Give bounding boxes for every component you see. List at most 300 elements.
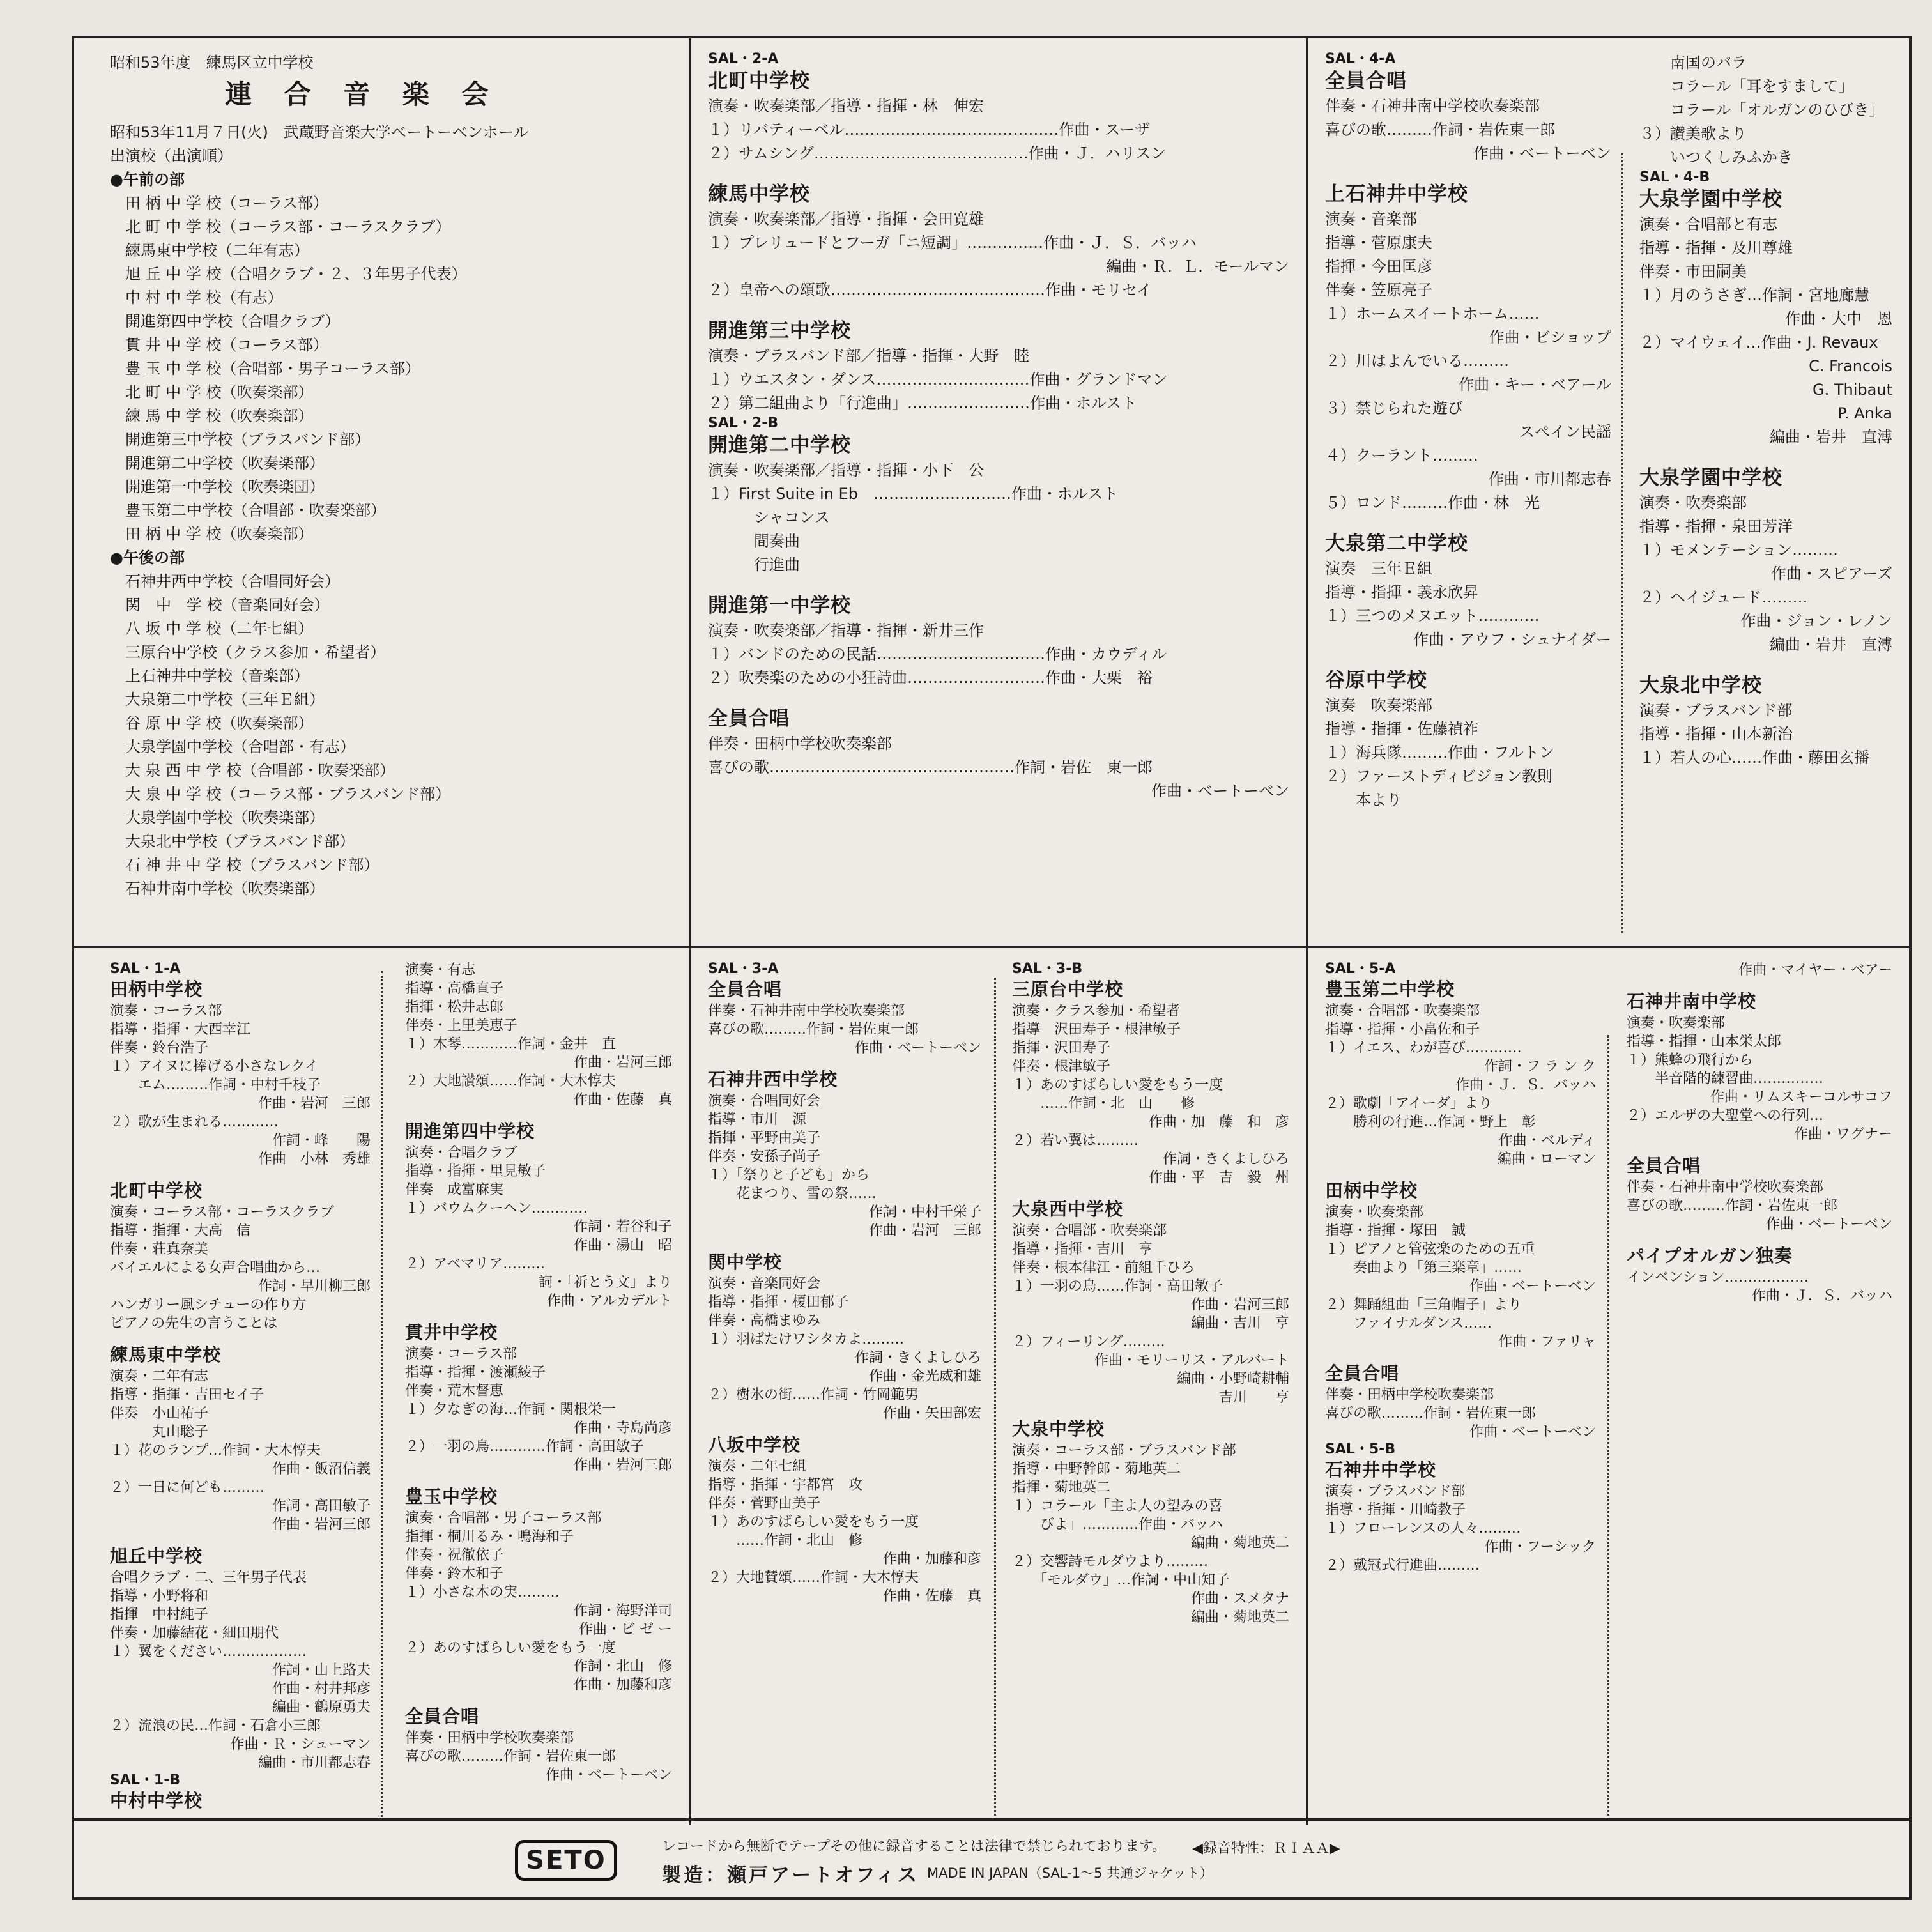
- panel-sal2: [691, 38, 1306, 946]
- credit-line: 編曲・岩井 直溥: [1770, 636, 1892, 654]
- text-line: 貫 井 中 学 校（コーラス部）: [110, 336, 328, 354]
- panel-sal4a: [1308, 38, 1628, 946]
- text-line: １）小さな木の実………: [405, 1584, 560, 1600]
- text-line: 演奏・コーラス部・コーラスクラブ: [110, 1204, 334, 1220]
- school-heading: 全員合唱: [708, 707, 790, 730]
- school-heading: 田柄中学校: [110, 979, 203, 1000]
- panel-sal5b: [1610, 948, 1909, 1825]
- text-line: エム………作詞・中村千枝子: [110, 1077, 321, 1093]
- credit-line: 作曲・ベートーベン: [1151, 782, 1289, 800]
- credit-line: 作曲・Ｊ．Ｓ．バッハ: [1455, 1077, 1596, 1093]
- text-line: 伴奏 成富麻実: [405, 1182, 504, 1198]
- school-heading: 開進第二中学校: [708, 434, 851, 457]
- text-line: 指導・指揮・榎田郁子: [708, 1294, 849, 1310]
- text-line: 豊 玉 中 学 校（合唱部・男子コーラス部）: [110, 360, 420, 378]
- credit-line: 吉川 亨: [1218, 1390, 1289, 1406]
- text-line: 北 町 中 学 校（コーラス部・コーラスクラブ）: [110, 218, 451, 236]
- text-line: 石 神 井 中 学 校（ブラスバンド部）: [110, 856, 379, 874]
- text-line: 演奏・有志: [405, 962, 476, 978]
- credit-line: 作曲・キー・ベアール: [1459, 376, 1611, 394]
- text-line: ハンガリー風シチューの作り方: [110, 1297, 307, 1313]
- text-line: 丸山聡子: [110, 1424, 209, 1440]
- side-tag: SAL・4-A: [1325, 51, 1396, 67]
- spacer: [1627, 1234, 1892, 1244]
- text-line: ２）歌が生まれる…………: [110, 1114, 279, 1130]
- text-line: 指導・市川 源: [708, 1112, 807, 1128]
- text-line: ２）第二組曲より「行進曲」……………………作曲・ホルスト: [708, 394, 1137, 412]
- text-line: ２）サムシング……………………………………作曲・Ｊ．ハリスン: [708, 144, 1167, 162]
- panel-sal3b: [995, 948, 1306, 1825]
- school-heading: 北町中学校: [708, 70, 810, 93]
- credit-line: 作曲・ベートーベン: [545, 1767, 672, 1783]
- text-line: 指導・指揮・山本栄太郎: [1627, 1034, 1782, 1050]
- text-line: 伴奏・祝徹依子: [405, 1547, 504, 1563]
- credit-line: 作曲・ベートーベン: [1765, 1216, 1892, 1232]
- text-line: バイエルによる女声合唱曲から…: [110, 1260, 321, 1276]
- credit-line: 作曲・加 藤 和 彦: [1148, 1114, 1289, 1130]
- text-line: 石神井南中学校（吹奏楽部）: [110, 880, 325, 898]
- credit-line: 作曲・佐藤 真: [882, 1588, 981, 1604]
- credit-line: 編曲・Ｒ．Ｌ．モールマン: [1106, 257, 1289, 275]
- credit-line: 作曲・佐藤 真: [573, 1092, 672, 1108]
- credit-line: 作曲・Ｊ．Ｓ．バッハ: [1751, 1288, 1892, 1304]
- text-line: １）翼をください………………: [110, 1644, 307, 1660]
- text-line: 「モルダウ」…作詞・中山知子: [1012, 1572, 1230, 1588]
- text-line: 伴奏・石神井南中学校吹奏楽部: [708, 1003, 905, 1019]
- text-line: 演奏・合唱部・男子コーラス部: [405, 1510, 602, 1526]
- text-line: 開進第三中学校（ブラスバンド部）: [110, 431, 371, 448]
- credit-line: 作詞・山上路夫: [272, 1662, 371, 1678]
- record-jacket-back: [72, 36, 1912, 1900]
- text-line: 伴奏・田柄中学校吹奏楽部: [1325, 1387, 1494, 1403]
- text-line: 演奏・音楽部: [1325, 210, 1417, 228]
- record-spec: ◀録音特性：ＲＩＡＡ▶: [1192, 1841, 1340, 1857]
- text-line: ……作詞・北山 修: [708, 1533, 863, 1549]
- text-line: 喜びの歌………作詞・岩佐東一郎: [708, 1022, 919, 1038]
- text-line: ２）川はよんでいる………: [1325, 352, 1509, 370]
- text-line: 指導・指揮・里見敏子: [405, 1163, 546, 1179]
- text-line: ２）戴冠式行進曲………: [1325, 1558, 1480, 1574]
- credit-line: 作曲・岩河三郎: [272, 1517, 371, 1533]
- text-line: 演奏 三年Ｅ組: [1325, 560, 1432, 578]
- school-heading: 貫井中学校: [405, 1322, 498, 1343]
- spacer: [110, 1534, 371, 1544]
- panel-sal4b: [1623, 38, 1909, 946]
- text-line: 伴奏・市田嗣美: [1639, 263, 1747, 280]
- school-heading: 開進第一中学校: [708, 594, 851, 617]
- text-line: 喜びの歌………作詞・岩佐東一郎: [1325, 121, 1555, 139]
- school-heading: 中村中学校: [110, 1790, 203, 1811]
- credit-line: 作詞・北山 修: [573, 1659, 672, 1675]
- text-line: １）月のうさぎ…作詞・宮地廊慧: [1639, 286, 1869, 304]
- text-line: 練 馬 中 学 校（吹奏楽部）: [110, 407, 314, 425]
- text-line: 演奏 吹奏楽部: [1325, 696, 1432, 714]
- text-line: 指導・指揮・吉川 亨: [1012, 1241, 1153, 1257]
- text-line: １）フローレンスの人々………: [1325, 1521, 1521, 1537]
- text-line: 演奏・吹奏楽部: [1639, 494, 1747, 512]
- text-line: １）花のランプ…作詞・大木惇夫: [110, 1443, 321, 1459]
- credit-line: C. Francois: [1809, 357, 1892, 375]
- credit-line: 作曲・マイヤー・ベアー: [1738, 962, 1892, 978]
- text-line: ２）若い翼は………: [1012, 1133, 1139, 1149]
- text-line: 演奏・クラス参加・希望者: [1012, 1003, 1181, 1019]
- text-line: １）バンドのための民話……………………………作曲・カウディル: [708, 645, 1167, 663]
- text-line: １）夕なぎの海…作詞・関根栄一: [405, 1402, 617, 1418]
- spacer: [1639, 449, 1892, 464]
- text-line: 開進第四中学校（合唱クラブ）: [110, 312, 341, 330]
- school-heading: 練馬東中学校: [110, 1344, 222, 1365]
- text-line: １）モメンテーション………: [1639, 541, 1839, 559]
- text-line: 伴奏・石神井南中学校吹奏楽部: [1325, 97, 1540, 115]
- panel-program-order: [93, 38, 687, 946]
- text-line: 伴奏・加藤結花・細田朋代: [110, 1625, 279, 1641]
- text-line: 伴奏・高橋まゆみ: [708, 1313, 821, 1329]
- text-line: 花まつり、雪の祭……: [708, 1186, 877, 1202]
- panel-sal1b: [388, 948, 689, 1825]
- text-line: 指導・中野幹郎・菊地英二: [1012, 1461, 1181, 1477]
- school-heading: 全員合唱: [1325, 1363, 1400, 1384]
- credit-line: 作曲・湯山 昭: [573, 1238, 672, 1254]
- text-line: ２）皇帝への頌歌……………………………………作曲・モリセイ: [708, 281, 1153, 299]
- text-line: ピアノの先生の言うことは: [110, 1315, 278, 1331]
- text-line: 指揮・今田匡彦: [1325, 257, 1432, 275]
- text-line: 演奏・吹奏楽部／指導・指揮・林 伸宏: [708, 97, 984, 115]
- text-line: 伴奏・鈴台浩子: [110, 1040, 209, 1056]
- credit-line: 作詞・フ ラ ン ク: [1484, 1059, 1596, 1075]
- text-line: １）三つのメヌエット…………: [1325, 607, 1540, 625]
- spacer: [708, 165, 1289, 181]
- credit-line: 編曲・ローマン: [1497, 1151, 1596, 1167]
- text-line: 指導・指揮・塚田 誠: [1325, 1223, 1466, 1239]
- text-line: 喜びの歌………作詞・岩佐東一郎: [1325, 1406, 1537, 1422]
- spacer: [1325, 1169, 1596, 1179]
- credit-line: スペイン民謡: [1519, 423, 1611, 441]
- text-line: １）First Suite in Eb ………………………作曲・ホルスト: [708, 485, 1119, 503]
- credit-line: 作曲・岩河 三郎: [868, 1223, 981, 1239]
- text-line: ５）ロンド………作曲・林 光: [1325, 494, 1540, 512]
- side-tag: SAL・5-B: [1325, 1441, 1396, 1457]
- spacer: [1325, 165, 1611, 181]
- text-line: ２）一日に何ども………: [110, 1480, 265, 1496]
- spacer: [1325, 515, 1611, 530]
- text-line: 演奏・吹奏楽部: [1627, 1015, 1726, 1031]
- credit-line: 作曲・ワグナー: [1793, 1126, 1892, 1142]
- credit-line: 編曲・鶴原勇夫: [272, 1699, 371, 1715]
- credit-line: 作曲・スメタナ: [1190, 1591, 1289, 1607]
- panel-sal5a: [1308, 948, 1613, 1825]
- credit-line: 作詞・きくよしひろ: [854, 1350, 981, 1366]
- text-line: シャコンス: [708, 509, 830, 526]
- manufacturer: 製造：瀬戸アートオフィス: [662, 1864, 919, 1887]
- school-heading: 大泉北中学校: [1639, 674, 1762, 697]
- text-line: ２）フィーリング………: [1012, 1334, 1165, 1350]
- spacer: [405, 1475, 672, 1485]
- text-line: ２）交響詩モルダウより………: [1012, 1554, 1209, 1570]
- text-line: 練馬東中学校（二年有志）: [110, 241, 309, 259]
- text-line: 昭和53年11月７日(火) 武蔵野音楽大学ベートーベンホール: [110, 123, 529, 141]
- text-line: 演奏・二年七組: [708, 1459, 807, 1475]
- text-line: 指導・指揮・及川尊雄: [1639, 239, 1793, 257]
- text-line: 指導・菅原康夫: [1325, 234, 1432, 252]
- spacer: [110, 1169, 371, 1179]
- credit-line: 編曲・菊地英二: [1190, 1609, 1289, 1625]
- text-line: １）アイヌに捧げる小さなレクイ: [110, 1059, 319, 1075]
- side-tag: SAL・1-B: [110, 1772, 181, 1788]
- text-line: 演奏・ブラスバンド部: [1639, 702, 1793, 719]
- text-line: １）木琴…………作詞・金井 直: [405, 1036, 617, 1052]
- credit-line: 作曲・アウフ・シュナイダー: [1413, 631, 1611, 648]
- text-line: ２）マイウェイ…作曲・J. Revaux: [1639, 334, 1878, 351]
- text-line: 演奏・ブラスバンド部／指導・指揮・大野 睦: [708, 347, 1030, 365]
- side-tag: SAL・1-A: [110, 961, 181, 977]
- text-line: 指導・指揮・山本新治: [1639, 725, 1793, 743]
- text-line: ２）大地賛頌……作詞・大木惇夫: [708, 1570, 919, 1586]
- text-line: 指揮 中村純子: [110, 1607, 209, 1623]
- spacer: [708, 690, 1289, 705]
- credit-line: 作曲・リムスキーコルサコフ: [1710, 1089, 1892, 1105]
- credit-line: 作詞・峰 陽: [272, 1133, 371, 1149]
- footer: [74, 1818, 1909, 1897]
- text-line: 大泉学園中学校（合唱部・有志）: [110, 738, 355, 756]
- text-line: ２）エルザの大聖堂への行列…: [1627, 1108, 1824, 1124]
- text-line: １）若人の心……作曲・藤田玄播: [1639, 749, 1869, 767]
- text-line: 半音階的練習曲……………: [1627, 1071, 1824, 1087]
- credit-line: 編曲・市川都志春: [257, 1755, 371, 1771]
- school-heading: 大泉西中学校: [1012, 1199, 1124, 1220]
- text-line: 喜びの歌…………………………………………作詞・岩佐 東一郎: [708, 758, 1153, 776]
- school-heading: 全員合唱: [1627, 1155, 1701, 1176]
- text-line: 間奏曲: [708, 532, 800, 550]
- text-line: ２）アベマリア………: [405, 1256, 546, 1272]
- text-line: 指導 沢田寿子・根津敏子: [1012, 1022, 1181, 1038]
- spacer: [708, 577, 1289, 592]
- text-line: 伴奏・田柄中学校吹奏楽部: [405, 1730, 574, 1746]
- school-heading: 大泉学園中学校: [1639, 188, 1782, 211]
- text-line: ３）讃美歌より: [1639, 125, 1747, 142]
- school-heading: 開進第三中学校: [708, 319, 851, 342]
- made-in: MADE IN JAPAN（SAL-1〜5 共通ジャケット）: [927, 1866, 1213, 1881]
- text-line: 指揮・松井志郎: [405, 999, 504, 1015]
- text-line: 中 村 中 学 校（有志）: [110, 289, 283, 307]
- spacer: [1012, 1407, 1289, 1417]
- text-line: 指導・指揮・大高 信: [110, 1223, 251, 1239]
- spacer: [708, 1240, 981, 1250]
- credit-line: 作詞・きくよしひろ: [1162, 1151, 1289, 1167]
- text-line: ２）樹氷の街……作詞・竹岡範男: [708, 1387, 919, 1403]
- text-line: ４）クーラント………: [1325, 447, 1478, 464]
- credit-line: 作曲・岩河 三郎: [257, 1096, 371, 1112]
- credit-line: 作詞・若谷和子: [573, 1219, 672, 1235]
- text-line: １）ウエスタン・ダンス…………………………作曲・グランドマン: [708, 371, 1168, 388]
- text-line: ２）流浪の民…作詞・石倉小三郎: [110, 1718, 321, 1734]
- credit-line: 作曲・ジョン・レノン: [1740, 612, 1892, 630]
- spacer: [1012, 1187, 1289, 1197]
- school-heading: 石神井西中学校: [708, 1069, 838, 1090]
- text-line: 奏曲より「第三楽章」……: [1325, 1260, 1522, 1276]
- school-heading: 旭丘中学校: [110, 1545, 203, 1567]
- school-heading: 豊玉第二中学校: [1325, 979, 1455, 1000]
- side-tag: SAL・2-B: [708, 415, 779, 431]
- text-line: 指導・指揮・小畠佐和子: [1325, 1022, 1480, 1038]
- school-heading: 八坂中学校: [708, 1434, 801, 1455]
- text-line: １）「祭りと子ども」から: [708, 1167, 870, 1183]
- text-line: 豊玉第二中学校（合唱部・吹奏楽部）: [110, 502, 386, 519]
- school-heading: 大泉第二中学校: [1325, 532, 1468, 555]
- copyright-notice: レコードから無断でテープその他に録音することは法律で禁じられております。: [662, 1839, 1167, 1855]
- side-tag: SAL・3-B: [1012, 961, 1083, 977]
- credit-line: 編曲・吉川 亨: [1190, 1315, 1289, 1331]
- school-heading: 開進第四中学校: [405, 1121, 535, 1142]
- text-line: 上石神井中学校（音楽部）: [110, 667, 309, 685]
- text-line: 喜びの歌………作詞・岩佐東一郎: [405, 1749, 617, 1765]
- credit-line: 作詞・高田敏子: [272, 1498, 371, 1514]
- text-line: 伴奏・石神井南中学校吹奏楽部: [1627, 1179, 1824, 1195]
- text-line: 演奏・合唱部と有志: [1639, 215, 1777, 233]
- credit-line: 作曲・ベートーベン: [854, 1040, 981, 1056]
- text-line: 南国のバラ: [1639, 54, 1747, 72]
- credit-line: 編曲・小野崎耕輔: [1176, 1371, 1289, 1387]
- spacer: [1627, 979, 1892, 990]
- text-line: ２）舞踊組曲「三角帽子」より: [1325, 1297, 1522, 1313]
- credit-line: 作曲・ベルディ: [1498, 1133, 1596, 1149]
- spacer: [1325, 652, 1611, 667]
- credit-line: 作曲・加藤和彦: [573, 1677, 672, 1693]
- text-line: １）あのすばらしい愛をもう一度: [708, 1514, 919, 1530]
- panel-sal1a: [93, 948, 387, 1825]
- school-heading: 上石神井中学校: [1325, 183, 1468, 206]
- text-line: 演奏・合唱部・吹奏楽部: [1012, 1223, 1167, 1239]
- text-line: １）プレリュードとフーガ「ニ短調」……………作曲・Ｊ．Ｓ．バッハ: [708, 234, 1197, 252]
- text-line: ファイナルダンス……: [1325, 1315, 1492, 1331]
- credit-line: 詞・「祈とう文」より: [538, 1275, 672, 1291]
- section-heading: ●午後の部: [110, 549, 185, 567]
- credit-line: 作曲・大中 恩: [1785, 310, 1892, 328]
- text-line: １）バウムクーヘン…………: [405, 1200, 588, 1216]
- school-heading: 関中学校: [708, 1252, 783, 1273]
- school-heading: 全員合唱: [405, 1706, 480, 1727]
- text-line: ３）禁じられた遊び: [1325, 399, 1463, 417]
- credit-line: 作曲・岩河三郎: [573, 1457, 672, 1473]
- text-line: 伴奏・鈴木和子: [405, 1566, 504, 1582]
- seto-logo: SETO: [515, 1840, 617, 1881]
- text-line: 大 泉 西 中 学 校（合唱部・吹奏楽部）: [110, 762, 395, 779]
- spacer: [708, 1057, 981, 1068]
- credit-line: 作曲・平 吉 毅 州: [1148, 1170, 1289, 1186]
- credit-line: 作詞・海野洋司: [573, 1603, 672, 1619]
- concert-title: 連 合 音 楽 会: [225, 79, 500, 110]
- text-line: ２）一羽の鳥…………作詞・高田敏子: [405, 1439, 645, 1455]
- text-line: 指導・指揮・大西幸江: [110, 1022, 251, 1038]
- text-line: １）熊蜂の飛行から: [1627, 1052, 1754, 1068]
- credit-line: 作曲・ファリャ: [1498, 1334, 1596, 1350]
- text-line: 演奏・コーラス部: [405, 1346, 518, 1362]
- text-line: 田 柄 中 学 校（吹奏楽部）: [110, 525, 314, 543]
- text-line: 指揮・沢田寿子: [1012, 1040, 1111, 1056]
- text-line: 大泉学園中学校（吹奏楽部）: [110, 809, 325, 827]
- school-heading: 谷原中学校: [1325, 669, 1427, 692]
- text-line: 演奏・ブラスバンド部: [1325, 1483, 1466, 1499]
- text-line: 開進第二中学校（吹奏楽部）: [110, 454, 325, 472]
- text-line: 指導・高橋直子: [405, 981, 504, 997]
- text-line: 指導・指揮・宇都宮 攻: [708, 1477, 863, 1493]
- credit-line: 作曲・ベートーベン: [1473, 144, 1611, 162]
- text-line: １）海兵隊………作曲・フルトン: [1325, 744, 1555, 762]
- text-line: 旭 丘 中 学 校（合唱クラブ・２、３年男子代表）: [110, 265, 467, 283]
- school-heading: 石神井南中学校: [1627, 991, 1757, 1012]
- credit-line: 作曲・村井邦彦: [272, 1681, 371, 1697]
- school-heading: パイプオルガン独奏: [1627, 1245, 1793, 1266]
- school-heading: 田柄中学校: [1325, 1180, 1418, 1201]
- school-heading: 大泉学園中学校: [1639, 466, 1782, 489]
- text-line: 伴奏・上里美恵子: [405, 1018, 518, 1034]
- text-line: 指揮・桐川るみ・鳴海和子: [405, 1529, 574, 1545]
- text-line: 指導・指揮・川崎教子: [1325, 1502, 1466, 1518]
- text-line: 指導・指揮・吉田セイ子: [110, 1387, 264, 1403]
- credit-line: 作曲・矢田部宏: [882, 1406, 981, 1422]
- text-line: 演奏・吹奏楽部／指導・指揮・新井三作: [708, 622, 984, 640]
- text-line: インベンション………………: [1627, 1269, 1809, 1285]
- text-line: １）コラール「主よ人の望みの喜: [1012, 1498, 1223, 1514]
- text-line: ２）吹奏楽のための小狂詩曲………………………作曲・大栗 裕: [708, 669, 1153, 687]
- text-line: 田 柄 中 学 校（コーラス部）: [110, 194, 328, 212]
- text-line: 指導・小野将和: [110, 1588, 209, 1604]
- text-line: １）一羽の鳥……作詞・高田敏子: [1012, 1278, 1223, 1294]
- text-line: 合唱クラブ・二、三年男子代表: [110, 1570, 307, 1586]
- text-line: 北 町 中 学 校（吹奏楽部）: [110, 383, 314, 401]
- text-line: ２）ファーストディビジョン教則: [1325, 767, 1552, 785]
- text-line: ２）歌劇「アイーダ」より: [1325, 1096, 1493, 1112]
- credit-line: 作曲・ビショップ: [1489, 328, 1611, 346]
- school-heading: 全員合唱: [1325, 70, 1407, 93]
- text-line: いつくしみふかき: [1639, 148, 1793, 166]
- credit-line: 作曲・金光威和雄: [868, 1368, 981, 1384]
- text-line: 伴奏・田柄中学校吹奏楽部: [708, 735, 892, 753]
- text-line: 出演校（出演順）: [110, 147, 233, 165]
- text-line: 行進曲: [708, 556, 800, 574]
- spacer: [708, 302, 1289, 318]
- credit-line: 作曲・飯沼信義: [272, 1461, 371, 1477]
- credit-line: 作曲・Ｒ・シューマン: [230, 1736, 371, 1752]
- credit-line: 作曲・寺島尚彦: [573, 1420, 672, 1436]
- text-line: 大泉第二中学校（三年Ｅ組）: [110, 691, 325, 709]
- spacer: [708, 1423, 981, 1433]
- credit-line: 作曲・岩河三郎: [573, 1055, 672, 1071]
- text-line: 石神井西中学校（合唱同好会）: [110, 572, 340, 590]
- credit-line: 作詞・中村千栄子: [868, 1204, 981, 1220]
- text-line: 演奏・吹奏楽部／指導・指揮・会田寛雄: [708, 210, 984, 228]
- side-tag: SAL・5-A: [1325, 961, 1396, 977]
- text-line: １）ピアノと管弦楽のための五重: [1325, 1241, 1535, 1257]
- text-line: 演奏・吹奏楽部／指導・指揮・小下 公: [708, 461, 984, 479]
- spacer: [405, 1694, 672, 1705]
- text-line: 関 中 学 校（音楽同好会）: [110, 596, 330, 614]
- text-line: 開進第一中学校（吹奏楽団）: [110, 478, 325, 496]
- school-heading: 三原台中学校: [1012, 979, 1124, 1000]
- text-line: 演奏・合唱クラブ: [405, 1145, 518, 1161]
- credit-line: 作曲・アルカデルト: [546, 1293, 672, 1309]
- text-line: 指揮・平野由美子: [708, 1130, 821, 1146]
- text-line: 三原台中学校（クラス参加・希望者）: [110, 643, 386, 661]
- text-line: 伴奏・根本律江・前組千ひろ: [1012, 1260, 1195, 1276]
- text-line: 演奏・合唱部・吹奏楽部: [1325, 1003, 1480, 1019]
- school-heading: 豊玉中学校: [405, 1486, 498, 1507]
- side-tag: SAL・2-A: [708, 51, 779, 67]
- credit-line: 作曲・加藤和彦: [882, 1551, 981, 1567]
- text-line: １）イエス、わが喜び…………: [1325, 1040, 1522, 1056]
- text-line: 指導・指揮・泉田芳洋: [1639, 518, 1793, 535]
- credit-line: 編曲・菊地英二: [1190, 1535, 1289, 1551]
- credit-line: 編曲・岩井 直溥: [1770, 428, 1892, 446]
